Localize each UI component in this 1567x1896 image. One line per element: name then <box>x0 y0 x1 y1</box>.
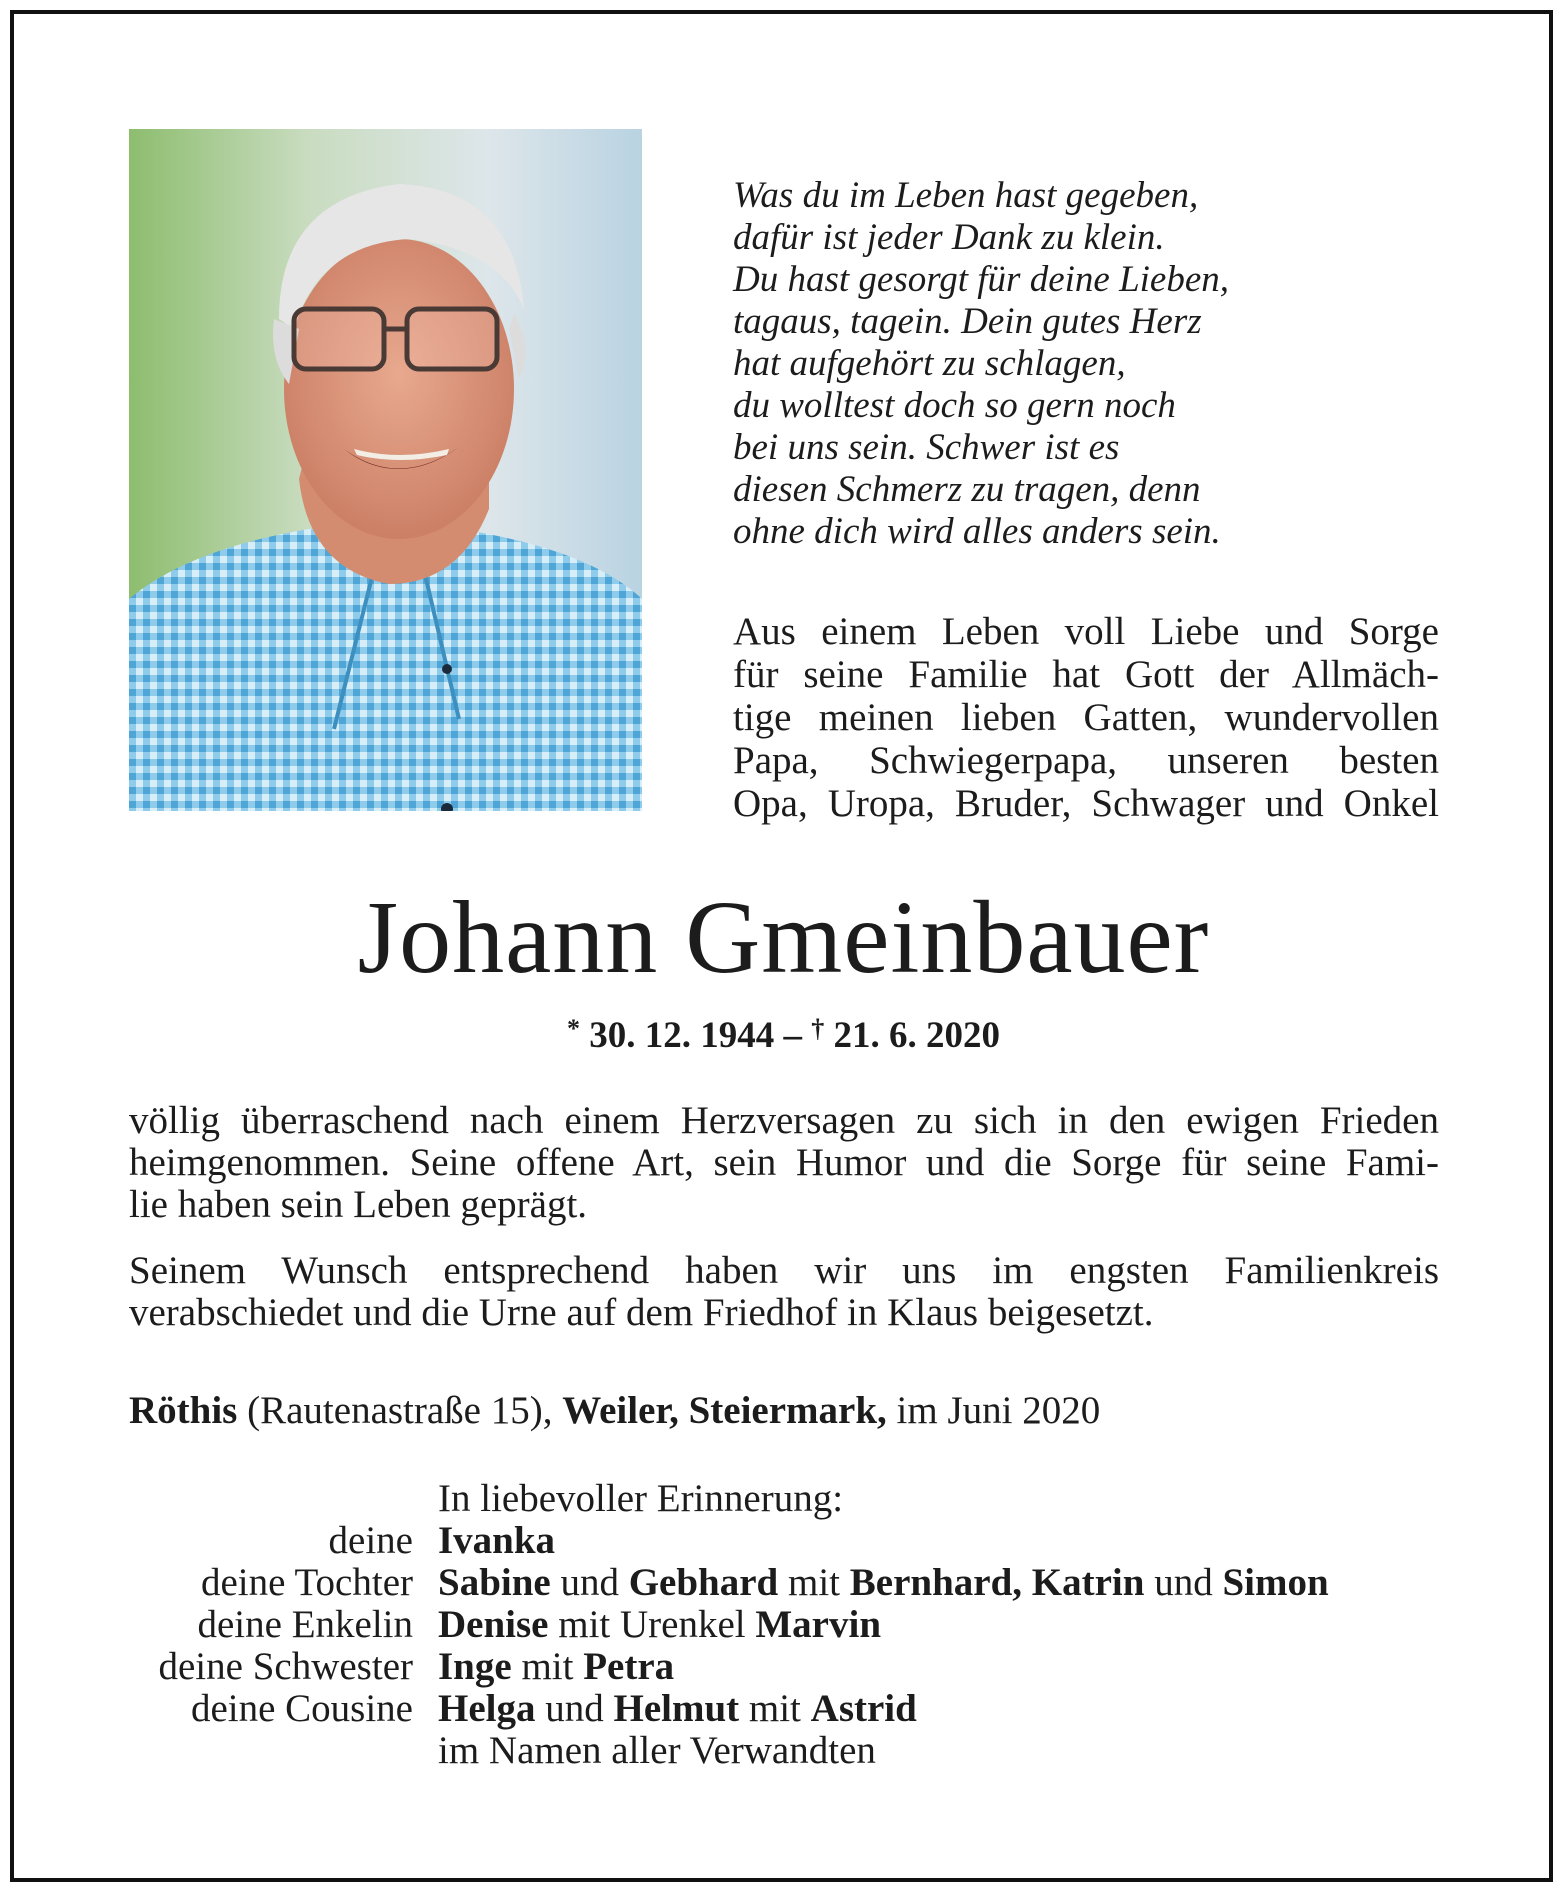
mourner-connector: und <box>535 1687 614 1730</box>
poem-line: ohne dich wird alles anders sein. <box>733 511 1221 552</box>
mourner-connector: und <box>550 1561 629 1604</box>
poem-line: Du hast gesorgt für deine Lieben, <box>733 259 1230 300</box>
body-line: lie haben sein Leben geprägt. <box>129 1183 588 1226</box>
mourner-relation: deine Cousine <box>190 1687 413 1730</box>
address: (Rautenastraße 15), <box>247 1389 553 1432</box>
town-2: Weiler, Steiermark, <box>562 1389 887 1432</box>
mourner-relation: deine Enkelin <box>197 1603 413 1646</box>
mourners-heading: In liebevoller Erinnerung: <box>438 1477 844 1520</box>
birth-mark: * <box>567 1014 580 1043</box>
mourner-name: Ivanka <box>438 1519 556 1562</box>
mourner-names <box>438 1520 555 1562</box>
deceased-name: Johann Gmeinbauer <box>357 880 1210 995</box>
mourner-row <box>0 1688 1567 1730</box>
funeral-paragraph <box>129 1250 1439 1334</box>
body-line: Seinem Wunsch entsprechend haben wir uns im engsten Familienkreis <box>129 1249 1439 1292</box>
mourner-name: Petra <box>583 1645 675 1688</box>
poem-line: bei uns sein. Schwer ist es <box>733 427 1120 468</box>
intro-line: Papa, Schwiegerpapa, unseren besten <box>733 739 1439 782</box>
intro-line: Aus einem Leben voll Liebe und Sorge <box>733 610 1439 653</box>
mourner-name: Marvin <box>755 1603 882 1646</box>
mourner-name: Sabine <box>438 1561 551 1604</box>
announcement-paragraph <box>129 1100 1439 1226</box>
poem-line: diesen Schmerz zu tragen, denn <box>733 469 1201 510</box>
town: Röthis <box>129 1389 238 1432</box>
date-separator: – <box>783 1015 802 1056</box>
mourner-row <box>0 1520 1567 1562</box>
intro-line: Opa, Uropa, Bruder, Schwager und Onkel <box>733 782 1439 825</box>
closing-line: im Namen aller Verwandten <box>438 1729 876 1772</box>
mourner-relation: deine Schwester <box>158 1645 413 1688</box>
mourner-name: Inge <box>438 1645 512 1688</box>
body-line: verabschiedet und die Urne auf dem Friedhof in Klaus beigesetzt. <box>129 1291 1154 1334</box>
intro-line: tige meinen lieben Gatten, wundervollen <box>733 696 1439 739</box>
place-date-line <box>129 1388 1439 1434</box>
mourner-name: Denise <box>438 1603 549 1646</box>
mourner-names <box>438 1604 881 1646</box>
poem-line: Was du im Leben hast gegeben, <box>733 175 1199 216</box>
mourner-row <box>0 1604 1567 1646</box>
mourner-name: Bernhard, Katrin <box>849 1561 1145 1604</box>
body-line: völlig überraschend nach einem Herzversagen zu sich in den ewigen Frieden <box>129 1099 1439 1142</box>
mourner-row <box>0 1646 1567 1688</box>
poem-line: du wolltest doch so gern noch <box>733 385 1176 426</box>
mourner-connector: mit <box>739 1687 811 1730</box>
life-dates <box>0 1006 1567 1059</box>
mourner-name: Astrid <box>810 1687 917 1730</box>
portrait-photo <box>129 129 642 811</box>
mourner-relation: deine <box>328 1519 413 1562</box>
mourner-row <box>0 1562 1567 1604</box>
mourner-relation: deine Tochter <box>200 1561 413 1604</box>
mourner-name: Helga <box>438 1687 536 1730</box>
mourner-connector: mit <box>511 1645 584 1688</box>
mourner-names <box>438 1646 674 1688</box>
death-date: 21. 6. 2020 <box>833 1015 1000 1056</box>
mourner-name: Gebhard <box>628 1561 779 1604</box>
place-date: im Juni 2020 <box>896 1389 1101 1432</box>
mourner-connector: mit <box>778 1561 850 1604</box>
intro-line: für seine Familie hat Gott der Allmäch- <box>733 653 1439 696</box>
birth-date: 30. 12. 1944 <box>589 1015 775 1056</box>
mourner-name: Helmut <box>613 1687 740 1730</box>
poem-line: tagaus, tagein. Dein gutes Herz <box>733 301 1202 342</box>
mourner-connector: und <box>1144 1561 1223 1604</box>
poem-line: hat aufgehört zu schlagen, <box>733 343 1126 384</box>
memorial-poem <box>733 175 1453 553</box>
mourner-name: Simon <box>1222 1561 1329 1604</box>
intro-paragraph <box>733 610 1439 825</box>
death-mark: † <box>811 1014 825 1043</box>
poem-line: dafür ist jeder Dank zu klein. <box>733 217 1165 258</box>
mourner-names <box>438 1562 1329 1604</box>
body-line: heimgenommen. Seine offene Art, sein Humor und die Sorge für seine Fami- <box>129 1141 1439 1184</box>
mourner-names <box>438 1688 917 1730</box>
mourners-list <box>0 1520 1567 1730</box>
mourner-connector: mit Urenkel <box>548 1603 756 1646</box>
